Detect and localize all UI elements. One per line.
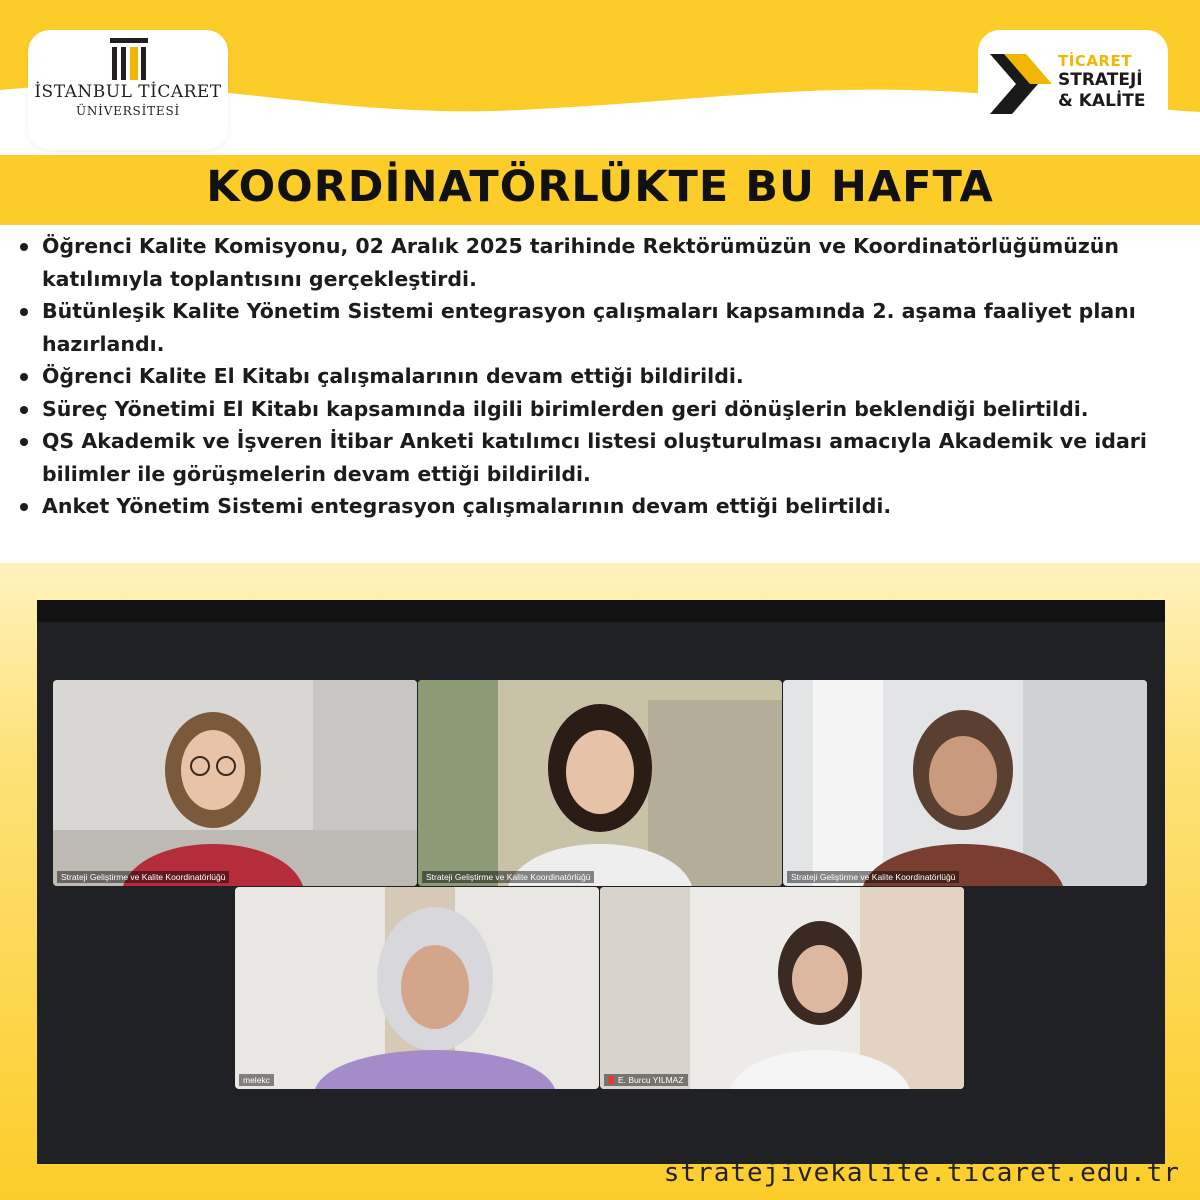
participant-video [600, 887, 964, 1089]
bullet-icon [20, 308, 28, 316]
participant-name-label: melekc [239, 1074, 274, 1086]
list-item [18, 490, 1196, 523]
page-title: KOORDİNATÖRLÜKTE BU HAFTA [206, 162, 994, 212]
list-item [18, 393, 1196, 426]
participant-name-label: Strateji Geliştirme ve Kalite Koordinatörlüğü [57, 871, 229, 883]
participant-tile[interactable] [53, 680, 417, 886]
participant-tile[interactable] [783, 680, 1147, 886]
mic-muted-icon [608, 1076, 614, 1084]
participant-name-text: E. Burcu YILMAZ [618, 1075, 684, 1085]
participant-video [235, 887, 599, 1089]
participant-tile[interactable] [235, 887, 599, 1089]
list-item [18, 360, 1196, 393]
participant-name-label [604, 1074, 688, 1086]
participant-tile-active[interactable] [418, 680, 782, 886]
list-item-text: Bütünleşik Kalite Yönetim Sistemi entegrasyon çalışmaları kapsamında 2. aşama faaliyet planı hazırlandı. [42, 299, 1136, 356]
bullet-icon [20, 503, 28, 511]
list-item-text: Süreç Yönetimi El Kitabı kapsamında ilgili birimlerden geri dönüşlerin beklendiği belirtildi. [42, 396, 1089, 421]
participant-video [53, 680, 417, 886]
participant-video [418, 680, 782, 886]
meeting-toolbar [37, 600, 1165, 622]
participant-name-label: Strateji Geliştirme ve Kalite Koordinatörlüğü [787, 871, 959, 883]
bullet-icon [20, 373, 28, 381]
list-item [18, 295, 1196, 360]
video-meeting-screenshot [37, 600, 1165, 1164]
university-name: İSTANBUL TİCARET [34, 82, 222, 102]
participant-video [783, 680, 1147, 886]
logo-text-strateji: STRATEJİ [1058, 70, 1143, 90]
bullet-icon [20, 406, 28, 414]
list-item-text: QS Akademik ve İşveren İtibar Anketi katılımcı listesi oluşturulması amacıyla Akademik ve idari bilimler ile görüşmelerin devam ettiği bildirildi. [42, 429, 1147, 486]
bullet-icon [20, 438, 28, 446]
news-list [18, 230, 1196, 523]
university-logo [28, 30, 228, 150]
list-item [18, 425, 1196, 490]
list-item-text: Anket Yönetim Sistemi entegrasyon çalışmalarının devam ettiği belirtildi. [42, 494, 892, 518]
logo-text-ticaret: TİCARET [1058, 52, 1132, 70]
university-subtitle: ÜNİVERSİTESİ [75, 104, 181, 118]
bullet-icon [20, 243, 28, 251]
list-item [18, 230, 1196, 295]
participant-tile[interactable] [600, 887, 964, 1089]
chevron-logo-icon [990, 54, 1054, 114]
strategy-quality-logo [978, 30, 1168, 150]
university-emblem-icon [110, 38, 148, 80]
logo-text-kalite: & KALİTE [1058, 91, 1146, 111]
website-url[interactable]: stratejivekalite.ticaret.edu.tr [663, 1158, 1180, 1188]
list-item-text: Öğrenci Kalite El Kitabı çalışmalarının devam ettiği bildirildi. [42, 364, 744, 388]
participant-name-label: Strateji Geliştirme ve Kalite Koordinatörlüğü [422, 871, 594, 883]
list-item-text: Öğrenci Kalite Komisyonu, 02 Aralık 2025 tarihinde Rektörümüzün ve Koordinatörlüğümüzün katılımıyla toplantısını gerçekleştirdi. [42, 234, 1120, 291]
